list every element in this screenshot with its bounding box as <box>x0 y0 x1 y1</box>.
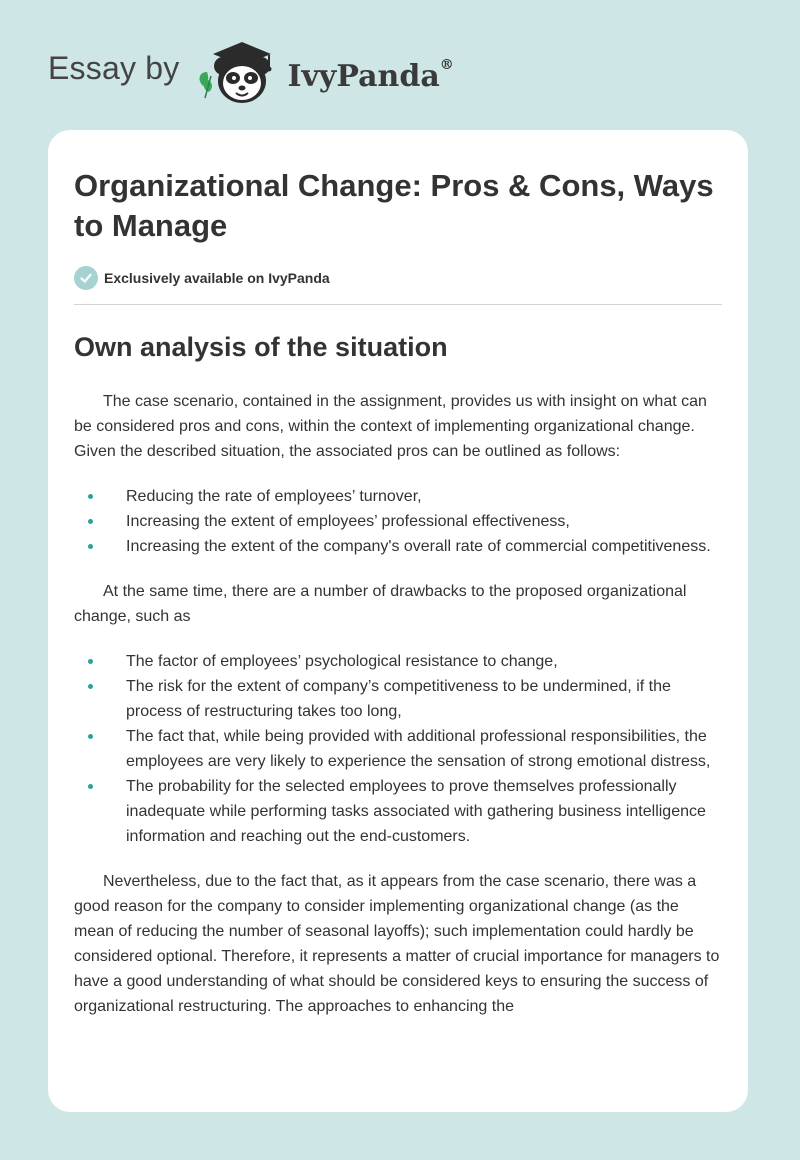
exclusive-badge <box>74 266 722 305</box>
exclusive-badge-text: Exclusively available on IvyPanda <box>104 270 330 286</box>
essay-card <box>48 130 748 1112</box>
check-mark-icon <box>79 271 93 285</box>
cons-list <box>74 649 722 849</box>
paragraph-intro: The case scenario, contained in the assignment, provides us with insight on what can be considered pros and cons, within the context of implementing organizational change. Given the described situation, the associated pros can be outlined as follows: <box>74 393 707 460</box>
list-item: The risk for the extent of company’s competitiveness to be undermined, if the process of restructuring takes too long, <box>126 674 722 724</box>
list-item: The fact that, while being provided with additional professional responsibilities, the employees are very likely to experience the sensation of strong emotional distress, <box>126 724 722 774</box>
panda-graduate-icon <box>193 36 283 108</box>
list-item: The factor of employees’ psychological resistance to change, <box>126 649 722 674</box>
list-item: Increasing the extent of the company's overall rate of commercial competitiveness. <box>126 534 722 559</box>
registered-mark: ® <box>439 56 454 73</box>
pros-list <box>74 484 722 559</box>
brand-name <box>287 56 454 94</box>
brand-name-text: IvyPanda <box>287 58 440 94</box>
brand-header <box>48 36 454 108</box>
paragraph-drawbacks: At the same time, there are a number of drawbacks to the proposed organizational change, such as <box>74 583 687 625</box>
check-circle-icon <box>74 266 98 290</box>
list-item: Reducing the rate of employees’ turnover, <box>126 484 722 509</box>
list-item: The probability for the selected employees to prove themselves professionally inadequate while performing tasks associated with gathering business intelligence information and reaching out the end-customers. <box>126 774 722 849</box>
section-heading: Own analysis of the situation <box>74 332 448 362</box>
essay-title: Organizational Change: Pros & Cons, Ways to Manage <box>74 168 714 243</box>
brand-prefix: Essay by <box>48 49 180 86</box>
paragraph-conclusion: Nevertheless, due to the fact that, as it appears from the case scenario, there was a good reason for the company to consider implementing organizational change (as the mean of reducing the number of seasonal layoffs); such implementation could hardly be considered optional. Therefore, it represents a matter of crucial importance for managers to have a good understanding of what should be considered keys to ensuring the success of organizational restructuring. The approaches to enhancing the <box>74 873 720 1015</box>
list-item: Increasing the extent of employees’ professional effectiveness, <box>126 509 722 534</box>
